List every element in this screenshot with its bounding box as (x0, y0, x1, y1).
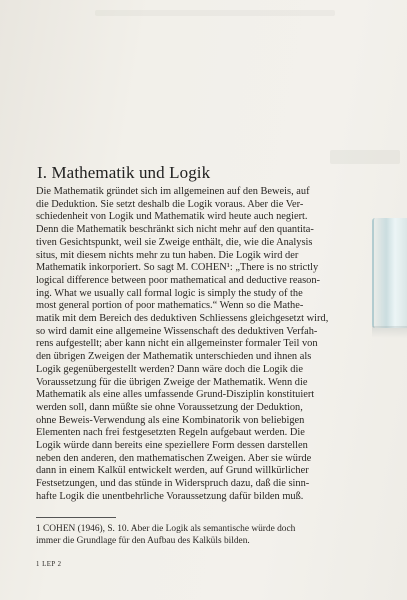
paragraph-line: hafte Logik die unentbehrliche Voraussetzung dafür bilden muß. (36, 490, 304, 502)
paragraph-line: schiedenheit von Logik und Mathematik wird heute auch negiert. (36, 211, 308, 223)
paragraph-line: Festsetzungen, und das stünde in Widerspruch dazu, daß die sinn- (36, 478, 310, 490)
bleed-through-heading (330, 150, 400, 164)
paragraph-line: die Deduktion. Sie setzt deshalb die Logik voraus. Aber die Ver- (36, 198, 304, 210)
footnote-rule (36, 517, 116, 518)
bleed-through-running-head (95, 10, 335, 16)
main-paragraph (36, 186, 344, 504)
paragraph-line: most general portion of poor mathematics.“ Wenn so die Mathe- (36, 300, 304, 312)
paragraph-line: Voraussetzung für die übrigen Zweige der Mathematik. Wenn die (36, 376, 308, 388)
paragraph-line: Die Mathematik gründet sich im allgemeinen auf den Beweis, auf (36, 186, 310, 197)
paragraph-line: Logik würde dann bereits eine speziellere Form dessen darstellen (36, 440, 308, 452)
paragraph-line: rens aufgestellt; aber kann nicht ein allgemeinster formaler Teil von (36, 338, 318, 350)
paragraph-line: so wird damit eine allgemeine Wissenschaft des deduktiven Verfah- (36, 325, 318, 337)
paragraph-line: logical difference between poor mathematical and deductive reason- (36, 274, 320, 286)
paragraph-line: ing. What we usually call formal logic is simply the study of the (36, 287, 303, 299)
paragraph-line: Logik gegenübergestellt werden? Dann wäre doch die Logik die (36, 363, 303, 375)
paragraph-line: Mathematik inkorporiert. So sagt M. COHEN¹: „There is no strictly (36, 262, 319, 274)
paragraph-line: Mathematik als eine alles umfassende Grund-Disziplin konstituiert (36, 389, 315, 401)
section-heading: I. Mathematik und Logik (37, 163, 211, 183)
paragraph-line: matik mit dem Bereich des deduktiven Schliessens gleichgesetzt wird, (36, 313, 329, 325)
paragraph-line: den übrigen Zweigen der Mathematik unterschieden und ihnen als (36, 351, 312, 363)
paragraph-line: situs, mit diesem nichts mehr zu tun haben. Die Logik wird der (36, 249, 299, 261)
paragraph-line: werden soll, dann müßte sie ohne Voraussetzung der Deduktion, (36, 401, 303, 413)
footnote (36, 523, 344, 547)
glass-page-weight (372, 218, 407, 328)
glass-weight-shadow (372, 326, 407, 338)
footnote-line: 1 COHEN (1946), S. 10. Aber die Logik als semantische würde doch (36, 524, 296, 534)
paragraph-line: ohne Beweis-Verwendung als eine Kombinatorik von beliebigen (36, 414, 305, 426)
footnote-line: immer die Grundlage für den Aufbau des Kalküls bilden. (36, 536, 250, 546)
paragraph-line: tiven Gesichtspunkt, weil sie Zweige enthält, die, wie die Analysis (36, 236, 313, 248)
paragraph-line: neben den anderen, den mathematischen Zweigen. Aber sie würde (36, 452, 312, 464)
paragraph-line: Elementen nach frei festgesetzten Regeln aufgebaut werden. Die (36, 427, 305, 439)
paragraph-line: dann in einem Kalkül entwickelt werden, auf Grund willkürlicher (36, 465, 309, 477)
paragraph-line: Denn die Mathematik beschränkt sich nicht mehr auf den quantita- (36, 224, 314, 236)
signature-mark: 1 LEP 2 (36, 561, 62, 568)
